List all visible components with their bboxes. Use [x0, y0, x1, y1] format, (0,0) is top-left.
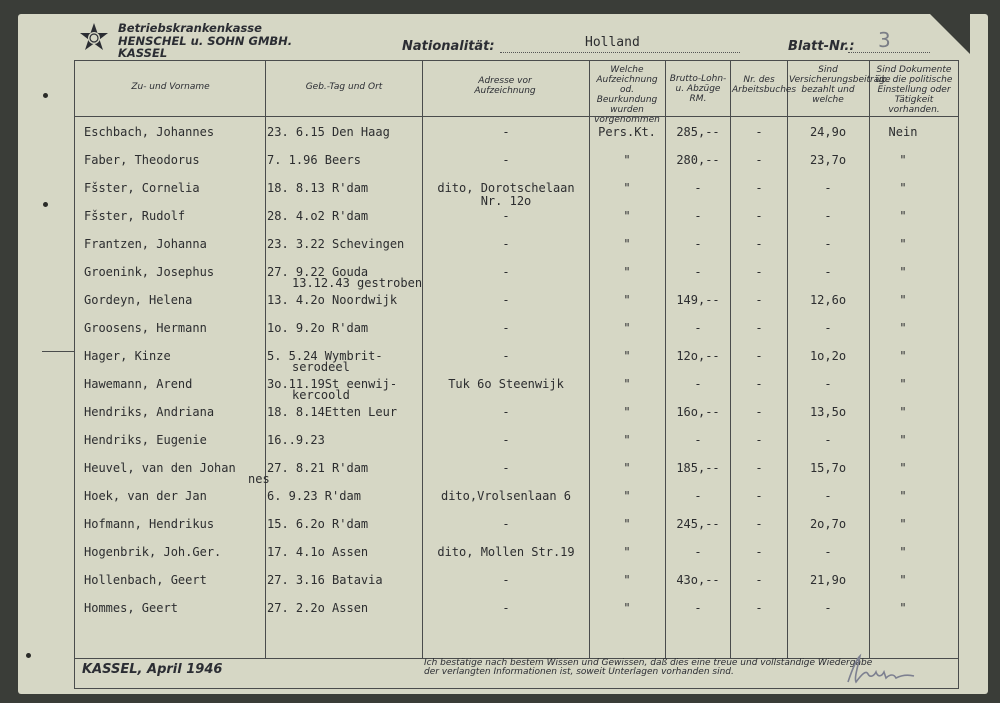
cell-birth-continued: 13.12.43 gestroben — [292, 276, 423, 290]
cell-name: Fšster, Cornelia — [84, 181, 200, 195]
cell-address: - — [502, 573, 510, 587]
column-divider — [422, 60, 423, 658]
place-date: KASSEL, April 1946 — [82, 662, 223, 677]
cell-ins: - — [824, 237, 832, 251]
cell-address: Tuk 6o Steenwijk — [448, 377, 564, 391]
cell-record: " — [623, 377, 631, 391]
cell-wage: - — [694, 601, 702, 615]
cell-record: " — [623, 573, 631, 587]
cell-book: - — [755, 461, 763, 475]
cell-birth-continued: serodeel — [292, 360, 350, 374]
cell-docs: " — [899, 517, 907, 531]
company-name-line2: HENSCHEL u. SOHN GMBH. — [118, 34, 293, 48]
cell-birth-continued: nes — [248, 472, 270, 486]
cell-wage: - — [694, 265, 702, 279]
cell-ins: 23,7o — [809, 153, 847, 167]
cell-address: - — [502, 461, 510, 475]
cell-docs: " — [899, 237, 907, 251]
cell-address: dito, Dorotschelaan — [437, 181, 575, 195]
cell-book: - — [755, 601, 763, 615]
cell-wage: 185,-- — [676, 461, 720, 475]
cell-name: Hollenbach, Geert — [84, 573, 207, 587]
fold-mark — [42, 351, 74, 352]
cell-wage: - — [694, 489, 702, 503]
cell-wage: 43o,-- — [676, 573, 720, 587]
cell-docs: " — [899, 265, 907, 279]
cell-ins: - — [824, 489, 832, 503]
cell-docs: " — [899, 377, 907, 391]
cell-ins: 15,7o — [809, 461, 847, 475]
signature-mark — [840, 652, 930, 686]
cell-ins: - — [824, 181, 832, 195]
cell-docs: " — [899, 461, 907, 475]
cell-book: - — [755, 489, 763, 503]
nationality-line — [500, 52, 740, 53]
cell-docs: " — [899, 489, 907, 503]
cell-book: - — [755, 321, 763, 335]
cell-record: " — [623, 293, 631, 307]
cell-docs: " — [899, 349, 907, 363]
header-bottom-border — [74, 116, 959, 117]
punch-hole — [43, 202, 48, 207]
cell-book: - — [755, 153, 763, 167]
cell-ins: - — [824, 265, 832, 279]
col-header-name: Zu- und Vorname — [131, 82, 210, 92]
cell-book: - — [755, 349, 763, 363]
cell-record: " — [623, 209, 631, 223]
cell-address: - — [502, 601, 510, 615]
cell-book: - — [755, 377, 763, 391]
sheet-number-label: Blatt-Nr.: — [788, 39, 855, 54]
cell-record: " — [623, 405, 631, 419]
cell-record: " — [623, 545, 631, 559]
cell-record: " — [623, 601, 631, 615]
col-header-workbook: Nr. des Arbeitsbuches — [732, 75, 797, 95]
cell-wage: - — [694, 377, 702, 391]
cell-docs: " — [899, 573, 907, 587]
cell-address: - — [502, 349, 510, 363]
cell-ins: - — [824, 209, 832, 223]
column-divider — [265, 60, 266, 658]
cell-name: Hommes, Geert — [84, 601, 178, 615]
cell-docs: " — [899, 405, 907, 419]
sheet-number-line — [848, 52, 930, 53]
table-top-border — [74, 60, 959, 61]
cell-address: - — [502, 125, 510, 139]
cell-docs: " — [899, 209, 907, 223]
declaration-line: der verlangten Informationen ist, soweit Unterlagen vorhanden sind. — [424, 667, 734, 677]
company-city: KASSEL — [118, 46, 168, 60]
cell-ins: 2o,7o — [809, 517, 847, 531]
cell-name: Groenink, Josephus — [84, 265, 215, 279]
cell-birth: 27. 8.21 R'dam — [267, 461, 369, 475]
nationality-value: Holland — [585, 35, 640, 50]
sheet-number-value: 3 — [878, 28, 891, 52]
cell-docs: Nein — [888, 125, 918, 139]
cell-name: Hendriks, Andriana — [84, 405, 215, 419]
cell-docs: " — [899, 601, 907, 615]
cell-book: - — [755, 237, 763, 251]
cell-ins: - — [824, 601, 832, 615]
cell-ins: - — [824, 433, 832, 447]
cell-book: - — [755, 265, 763, 279]
cell-birth: 13. 4.2o Noordwijk — [267, 293, 398, 307]
column-divider — [869, 60, 870, 658]
cell-name: Faber, Theodorus — [84, 153, 200, 167]
cell-book: - — [755, 405, 763, 419]
company-name-line1: Betriebskrankenkasse — [118, 21, 262, 35]
cell-record: " — [623, 321, 631, 335]
cell-ins: 1o,2o — [809, 349, 847, 363]
column-divider — [665, 60, 666, 658]
cell-ins: - — [824, 545, 832, 559]
cell-address: - — [502, 209, 510, 223]
cell-ins: 24,9o — [809, 125, 847, 139]
column-divider — [589, 60, 590, 658]
cell-birth: 1o. 9.2o R'dam — [267, 321, 369, 335]
cell-record: " — [623, 153, 631, 167]
cell-book: - — [755, 517, 763, 531]
cell-book: - — [755, 293, 763, 307]
column-divider — [730, 60, 731, 658]
nationality-label: Nationalität: — [402, 39, 495, 54]
cell-address: dito,Vrolsenlaan 6 — [440, 489, 572, 503]
cell-address: dito, Mollen Str.19 — [437, 545, 575, 559]
cell-birth: 27. 9.22 Gouda — [267, 265, 369, 279]
cell-wage: - — [694, 321, 702, 335]
cell-ins: 21,9o — [809, 573, 847, 587]
col-header-wage: Brutto-Lohn- u. Abzüge RM. — [669, 74, 727, 104]
cell-name: Hofmann, Hendrikus — [84, 517, 215, 531]
cell-name: Hoek, van der Jan — [84, 489, 207, 503]
cell-birth: 27. 3.16 Batavia — [267, 573, 383, 587]
cell-book: - — [755, 181, 763, 195]
column-divider — [787, 60, 788, 658]
cell-address: - — [502, 237, 510, 251]
cell-address: - — [502, 321, 510, 335]
cell-address: - — [502, 153, 510, 167]
footer-bottom-border — [74, 688, 959, 689]
cell-docs: " — [899, 545, 907, 559]
cell-wage: 280,-- — [676, 153, 720, 167]
cell-birth: 6. 9.23 R'dam — [267, 489, 361, 503]
cell-wage: - — [694, 209, 702, 223]
cell-name: Hogenbrik, Joh.Ger. — [84, 545, 222, 559]
cell-docs: " — [899, 181, 907, 195]
cell-birth: 3o.11.19St eenwij- — [267, 377, 398, 391]
cell-docs: " — [899, 293, 907, 307]
cell-birth: 17. 4.1o Assen — [267, 545, 369, 559]
cell-address: - — [502, 517, 510, 531]
cell-name: Groosens, Hermann — [84, 321, 207, 335]
cell-docs: " — [899, 321, 907, 335]
cell-book: - — [755, 209, 763, 223]
cell-birth: 18. 8.14Etten Leur — [267, 405, 398, 419]
cell-record: " — [623, 433, 631, 447]
cell-docs: " — [899, 153, 907, 167]
declaration-line: Ich bestätige nach bestem Wissen und Gewissen, daß dies eine treue und vollständige Wiedergabe — [424, 658, 873, 668]
column-divider — [958, 60, 959, 688]
cell-wage: 12o,-- — [676, 349, 720, 363]
cell-birth: 15. 6.2o R'dam — [267, 517, 369, 531]
cell-name: Frantzen, Johanna — [84, 237, 207, 251]
cell-record: " — [623, 517, 631, 531]
cell-name: Fšster, Rudolf — [84, 209, 186, 223]
cell-birth: 27. 2.2o Assen — [267, 601, 369, 615]
cell-address: - — [502, 433, 510, 447]
cell-record: Pers.Kt. — [598, 125, 656, 139]
cell-ins: 13,5o — [809, 405, 847, 419]
cell-ins: 12,6o — [809, 293, 847, 307]
col-header-record: Welche Aufzeichnung od. Beurkundung wurden vorgenommen — [594, 65, 660, 125]
cell-birth: 5. 5.24 Wymbrit- — [267, 349, 383, 363]
cell-wage: - — [694, 237, 702, 251]
cell-book: - — [755, 125, 763, 139]
cell-book: - — [755, 433, 763, 447]
cell-address: - — [502, 293, 510, 307]
torn-corner — [930, 14, 970, 54]
cell-name: Gordeyn, Helena — [84, 293, 193, 307]
company-logo-icon — [78, 22, 110, 54]
col-header-documents: Sind Dokumente üb. die politische Einstellung oder Tätigkeit vorhanden. — [875, 65, 953, 115]
cell-birth: 23. 6.15 Den Haag — [267, 125, 390, 139]
cell-birth: 18. 8.13 R'dam — [267, 181, 369, 195]
cell-docs: " — [899, 433, 907, 447]
cell-wage: - — [694, 545, 702, 559]
cell-wage: - — [694, 181, 702, 195]
cell-address-continued: Nr. 12o — [480, 194, 532, 208]
cell-address: - — [502, 405, 510, 419]
cell-record: " — [623, 265, 631, 279]
cell-record: " — [623, 181, 631, 195]
cell-wage: 245,-- — [676, 517, 720, 531]
cell-birth: 7. 1.96 Beers — [267, 153, 361, 167]
col-header-birth: Geb.-Tag und Ort — [305, 82, 383, 92]
cell-wage: - — [694, 433, 702, 447]
cell-book: - — [755, 545, 763, 559]
cell-name: Hawemann, Arend — [84, 377, 193, 391]
cell-birth-continued: kercoold — [292, 388, 350, 402]
cell-name: Hager, Kinze — [84, 349, 171, 363]
cell-birth: 16..9.23 — [267, 433, 325, 447]
cell-name: Hendriks, Eugenie — [84, 433, 207, 447]
cell-record: " — [623, 237, 631, 251]
cell-record: " — [623, 489, 631, 503]
col-header-address: Adresse vor Aufzeichnung — [474, 76, 536, 96]
cell-ins: - — [824, 377, 832, 391]
cell-birth: 28. 4.o2 R'dam — [267, 209, 369, 223]
cell-wage: 285,-- — [676, 125, 720, 139]
cell-wage: 149,-- — [676, 293, 720, 307]
cell-name: Eschbach, Johannes — [84, 125, 215, 139]
column-divider — [74, 60, 75, 688]
col-header-insurance: Sind Versicherungsbeiträge bezahlt und welche — [789, 65, 891, 105]
cell-birth: 23. 3.22 Schevingen — [267, 237, 405, 251]
cell-address: - — [502, 265, 510, 279]
cell-wage: 16o,-- — [676, 405, 720, 419]
cell-record: " — [623, 349, 631, 363]
punch-hole — [43, 93, 48, 98]
punch-hole — [26, 653, 31, 658]
cell-record: " — [623, 461, 631, 475]
cell-ins: - — [824, 321, 832, 335]
cell-book: - — [755, 573, 763, 587]
cell-name: Heuvel, van den Johan — [84, 461, 236, 475]
